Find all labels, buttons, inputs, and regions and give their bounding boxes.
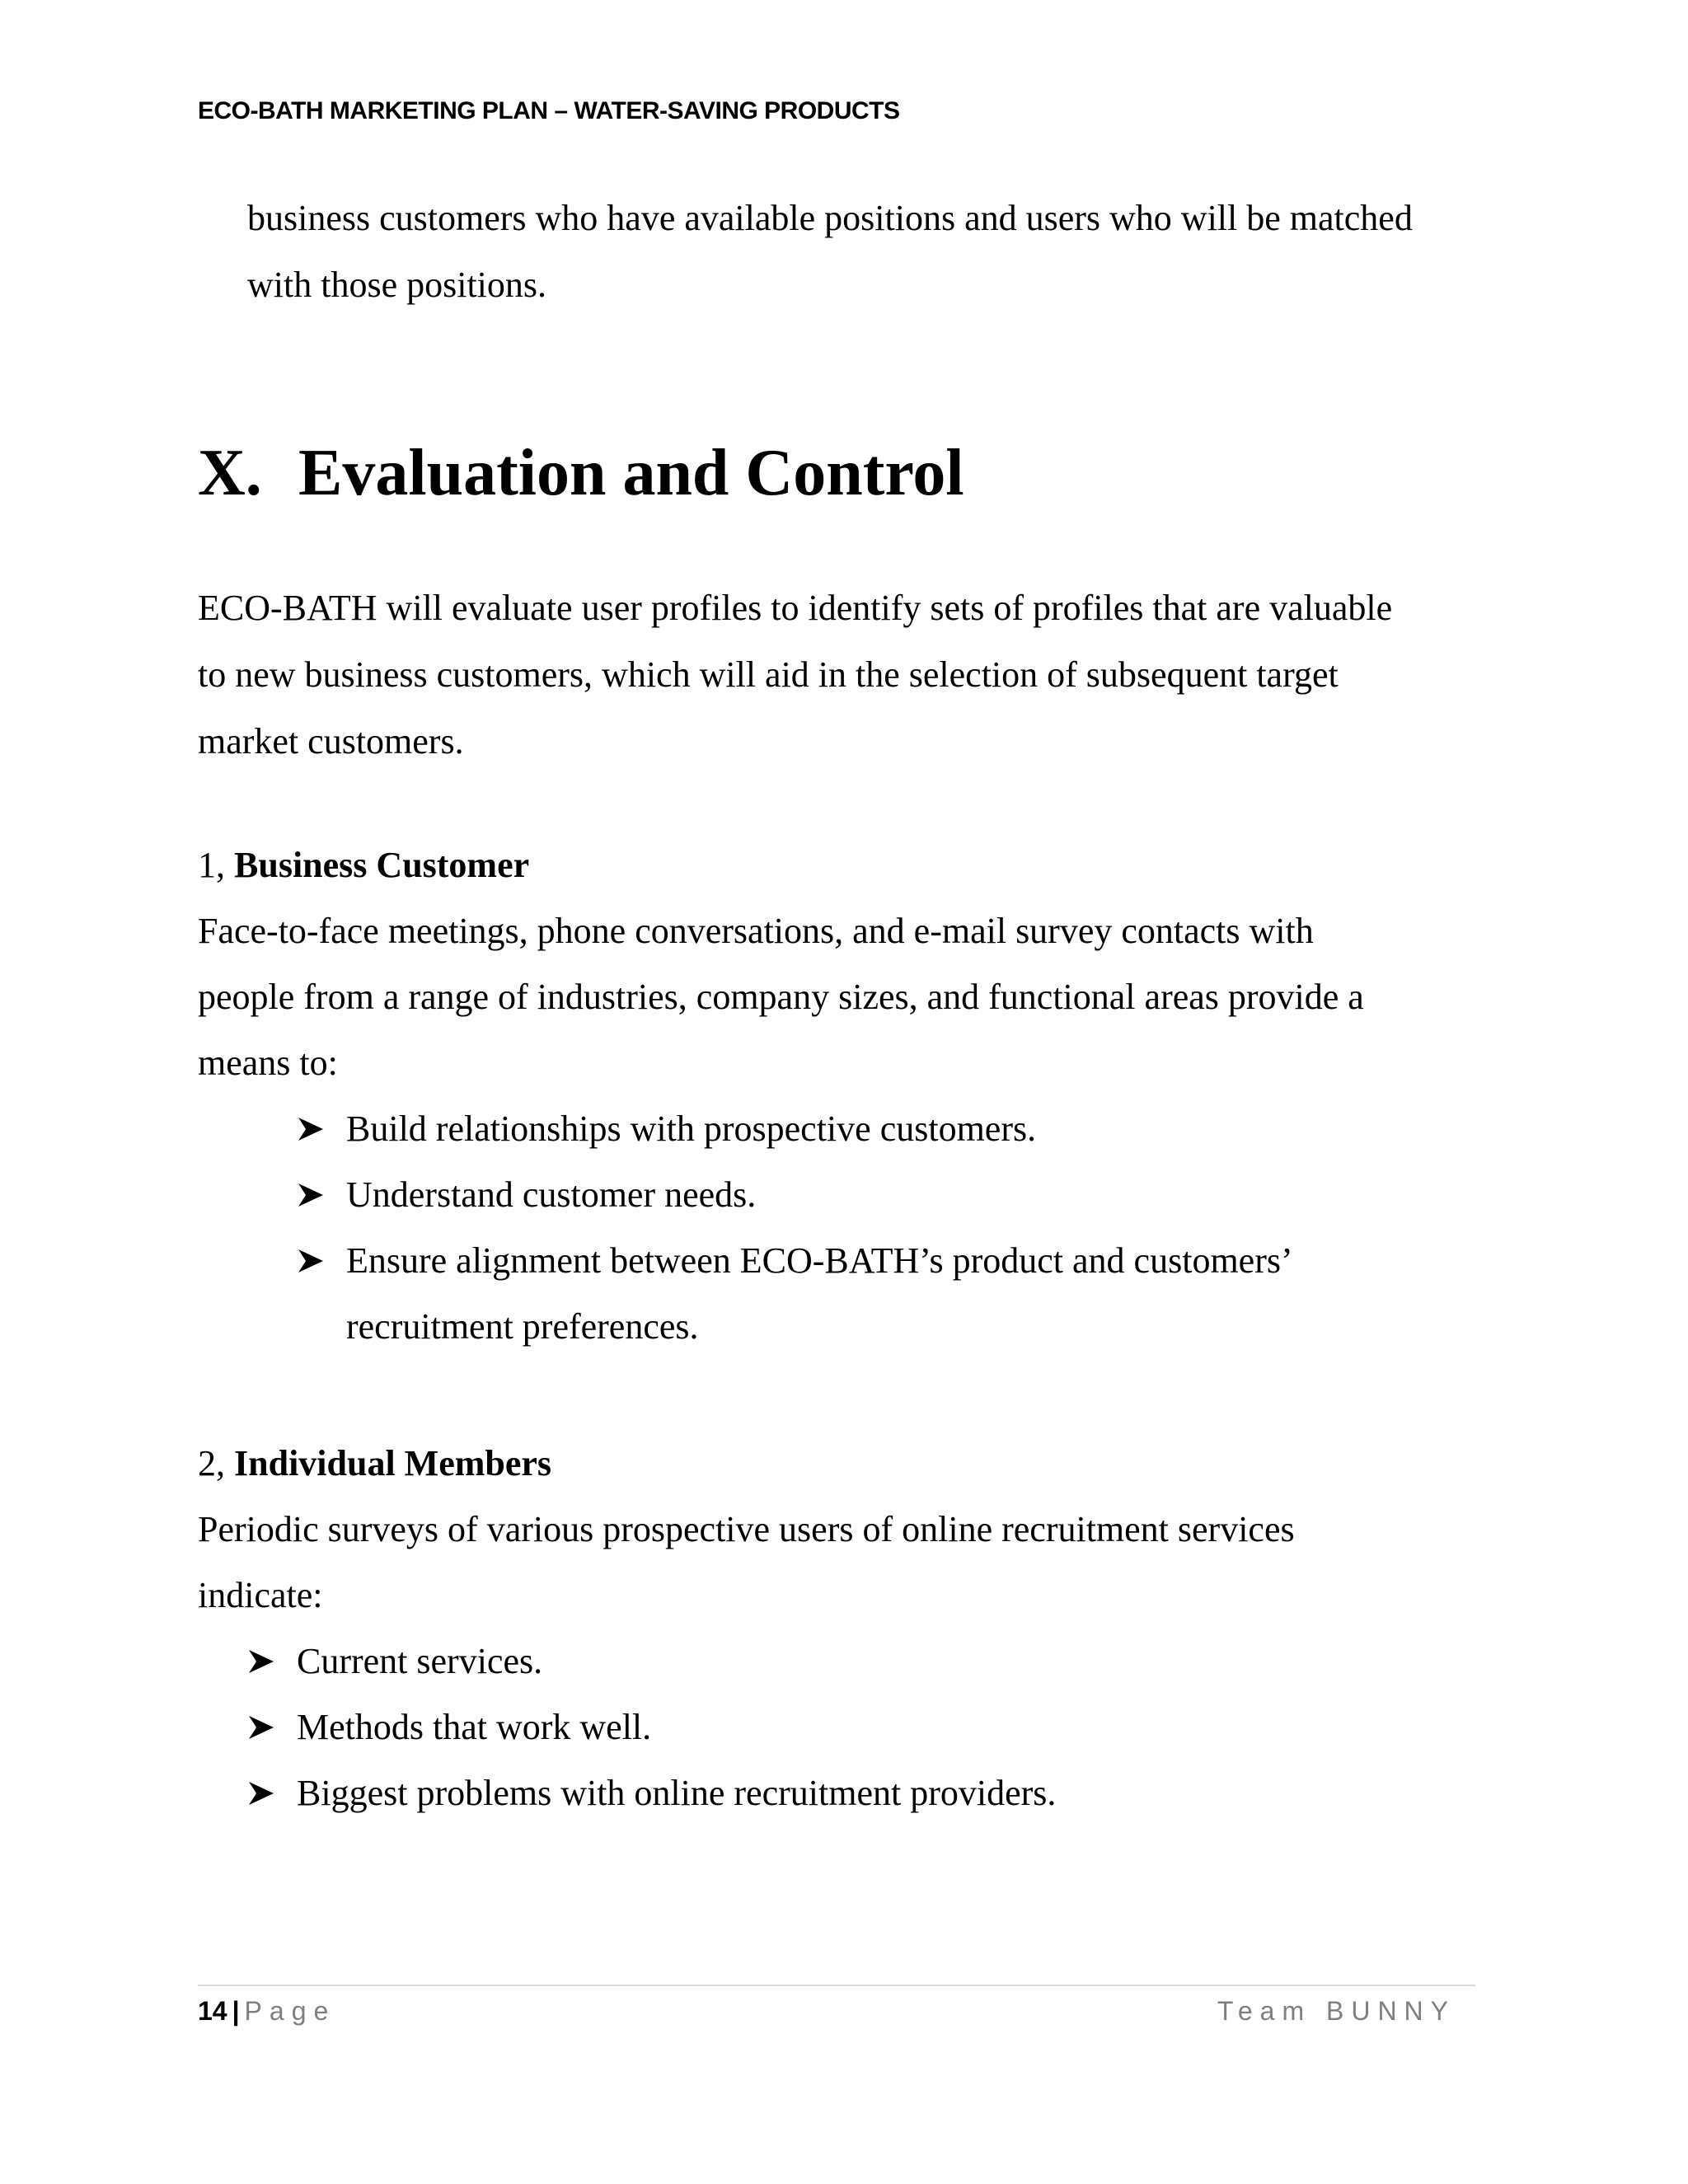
subsection-number: 1,	[198, 845, 225, 885]
bullet-list	[198, 1629, 1295, 1826]
arrow-bullet-icon	[298, 1228, 331, 1294]
paragraph-line: means to:	[198, 1043, 338, 1083]
list-item	[249, 1629, 1295, 1694]
footer-separator: |	[232, 1996, 240, 2026]
section-title: Evaluation and Control	[298, 437, 964, 509]
list-item-text: Ensure alignment between ECO-BATH’s product and customers’	[346, 1240, 1293, 1281]
arrow-bullet-icon	[298, 1096, 331, 1162]
intro-paragraph	[198, 574, 1392, 775]
paragraph-line: Periodic surveys of various prospective users of online recruitment services	[198, 1509, 1295, 1549]
list-item	[298, 1096, 1364, 1162]
list-item-text: Build relationships with prospective customers.	[346, 1108, 1037, 1149]
footer-page-number	[198, 1993, 335, 2029]
section-heading	[198, 432, 964, 514]
arrow-bullet-icon	[249, 1629, 282, 1694]
list-item	[249, 1694, 1295, 1760]
footer-team-name: Team BUNNY	[1217, 1996, 1456, 2026]
subsection-number: 2,	[198, 1443, 225, 1483]
subsection-title: Individual Members	[234, 1443, 552, 1483]
arrow-bullet-icon	[249, 1760, 282, 1826]
paragraph-line: business customers who have available positions and users who will be matched	[247, 198, 1413, 238]
list-item-text: Methods that work well.	[297, 1707, 652, 1747]
section-number: X.	[198, 437, 262, 509]
list-item	[298, 1228, 1364, 1360]
paragraph-line: people from a range of industries, company sizes, and functional areas provide a	[198, 977, 1364, 1017]
list-item-text: Current services.	[297, 1641, 543, 1681]
paragraph-line: ECO-BATH will evaluate user profiles to identify sets of profiles that are valuable	[198, 588, 1393, 628]
paragraph-line: indicate:	[198, 1575, 323, 1615]
bullet-list	[198, 1096, 1364, 1360]
paragraph-line: with those positions.	[247, 265, 547, 305]
footer-divider	[198, 1985, 1475, 1986]
arrow-bullet-icon	[249, 1694, 282, 1760]
subsection-heading	[198, 832, 1364, 898]
paragraph-line: Face-to-face meetings, phone conversations, and e-mail survey contacts with	[198, 911, 1314, 951]
subsection-title: Business Customer	[234, 845, 530, 885]
list-item	[298, 1162, 1364, 1228]
list-item-continuation: recruitment preferences.	[346, 1306, 699, 1347]
individual-members-block	[198, 1431, 1295, 1826]
paragraph-line: market customers.	[198, 721, 464, 762]
page-number: 14	[198, 1996, 227, 2026]
page-label: Page	[244, 1996, 336, 2026]
page-header-title: ECO-BATH MARKETING PLAN – WATER-SAVING PRODUCTS	[198, 97, 900, 124]
continuation-paragraph	[247, 185, 1413, 318]
arrow-bullet-icon	[298, 1162, 331, 1228]
business-customer-block	[198, 832, 1364, 1360]
list-item-text: Understand customer needs.	[346, 1174, 757, 1215]
list-item	[249, 1760, 1295, 1826]
subsection-heading	[198, 1431, 1295, 1497]
paragraph-line: to new business customers, which will aid in the selection of subsequent target	[198, 654, 1339, 695]
list-item-text: Biggest problems with online recruitment providers.	[297, 1773, 1057, 1813]
